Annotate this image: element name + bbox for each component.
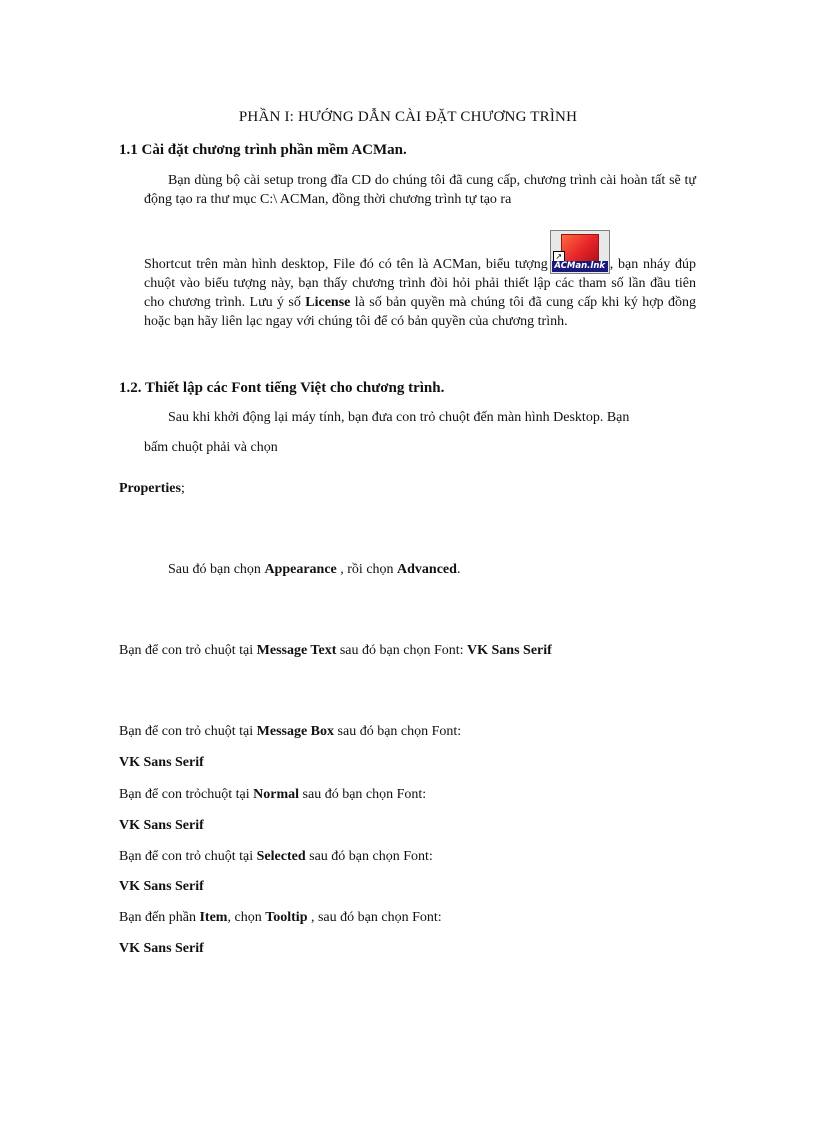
section-1-paragraph-2-text-a: Shortcut trên màn hình desktop, File đó có tên là ACMan, biểu tượng xyxy=(144,257,548,272)
message-text-line xyxy=(119,643,552,659)
properties-term: Properties xyxy=(119,481,181,496)
message-text-pre: Bạn để con trỏ chuột tại xyxy=(119,643,257,658)
acman-icon-label: ACMan.lnk xyxy=(552,261,608,272)
message-text-mid: sau đó bạn chọn Font: xyxy=(336,643,468,658)
acman-logo-icon xyxy=(561,234,599,262)
appearance-end: . xyxy=(456,562,461,577)
advanced-term: Advanced xyxy=(397,562,457,577)
appearance-term: Appearance xyxy=(264,562,337,577)
normal-font xyxy=(119,818,204,834)
message-text-term: Message Text xyxy=(256,643,337,658)
selected-font-text: VK Sans Serif xyxy=(119,879,204,894)
normal-font-text: VK Sans Serif xyxy=(119,818,204,833)
license-term: License xyxy=(305,295,351,310)
selected-term: Selected xyxy=(256,849,306,864)
normal-pre: Bạn để con trỏchuột tại xyxy=(119,787,254,802)
properties-suffix: ; xyxy=(180,481,185,496)
tooltip-font-text: VK Sans Serif xyxy=(119,941,204,956)
message-box-font-text: VK Sans Serif xyxy=(119,755,204,770)
message-box-font xyxy=(119,755,204,771)
normal-term: Normal xyxy=(253,787,300,802)
appearance-pre: Sau đó bạn chọn xyxy=(168,562,265,577)
section-1-heading: 1.1 Cài đặt chương trình phần mềm ACMan. xyxy=(119,142,407,158)
tooltip-font xyxy=(119,941,204,957)
selected-pre: Bạn để con trỏ chuột tại xyxy=(119,849,257,864)
item-pre: Bạn đến phần xyxy=(119,910,200,925)
selected-font xyxy=(119,879,204,895)
normal-line xyxy=(119,787,426,803)
message-box-term: Message Box xyxy=(256,724,335,739)
tooltip-line xyxy=(119,910,442,926)
message-box-pre: Bạn để con trỏ chuột tại xyxy=(119,724,257,739)
message-box-mid: sau đó bạn chọn Font: xyxy=(334,724,462,739)
message-box-line xyxy=(119,724,461,740)
properties-line xyxy=(119,481,185,497)
message-text-font: VK Sans Serif xyxy=(467,643,552,658)
section-1-paragraph-2-text-b: , bạn nháy đúp chuột vào biểu tượng này, bạn thấy chương trình đòi hỏi phải thiết lập các tham số lần đầu tiên cho chương trình. Lưu ý số xyxy=(144,257,696,310)
page-title: PHẦN I: HƯỚNG DẪN CÀI ĐẶT CHƯƠNG TRÌNH xyxy=(238,109,578,125)
section-2-line-2: bấm chuột phải và chọn xyxy=(144,440,278,455)
appearance-line xyxy=(168,562,460,578)
tooltip-term: Tooltip xyxy=(265,910,308,925)
selected-mid: sau đó bạn chọn Font: xyxy=(305,849,433,864)
section-2-heading: 1.2. Thiết lập các Font tiếng Việt cho chương trình. xyxy=(119,380,445,396)
tooltip-mid: , sau đó bạn chọn Font: xyxy=(307,910,442,925)
section-1-paragraph-1 xyxy=(144,172,696,209)
item-mid: , chọn xyxy=(227,910,266,925)
section-1-paragraph-1-text: Bạn dùng bộ cài setup trong đĩa CD do chúng tôi đã cung cấp, chương trình cài hoàn tất sẽ tự động tạo ra thư mục C:\ ACMan, đồng thời chương trình tự tạo ra xyxy=(144,173,696,207)
section-1-paragraph-2 xyxy=(144,230,696,331)
shortcut-arrow-icon: ↗ xyxy=(553,251,565,263)
item-term: Item xyxy=(199,910,228,925)
section-2-line-1: Sau khi khởi động lại máy tính, bạn đưa con trỏ chuột đến màn hình Desktop. Bạn xyxy=(168,410,630,425)
acman-shortcut-icon xyxy=(550,230,610,274)
selected-line xyxy=(119,849,433,865)
normal-mid: sau đó bạn chọn Font: xyxy=(299,787,427,802)
section-1-paragraph-2-text-c: là số bản quyền mà chúng tôi đã cung cấp khi ký hợp đồng hoặc bạn hãy liên lạc ngay với chúng tôi để có bản quyền của chương trình. xyxy=(144,295,696,329)
appearance-mid: , rồi chọn xyxy=(336,562,398,577)
